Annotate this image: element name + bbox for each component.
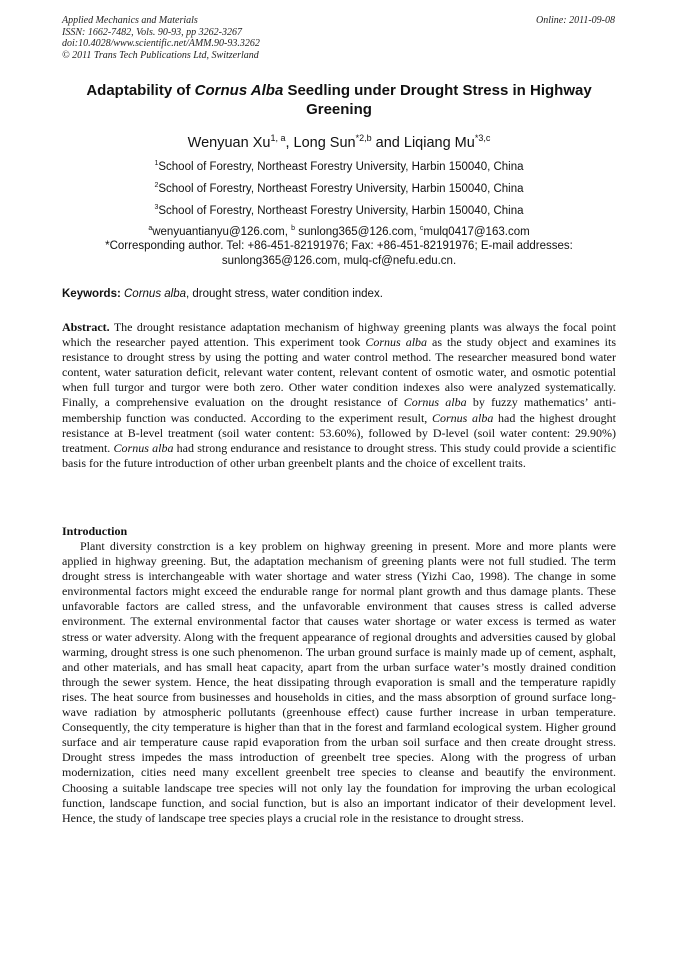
journal-doi[interactable]: doi:10.4028/www.scientific.net/AMM.90-93.3262 [62, 38, 260, 49]
abstract [62, 320, 616, 471]
author-list [62, 129, 616, 152]
affiliation-number: 2 [154, 182, 159, 189]
abstract-text: as the study object and examines its resistance to drought stress by using the potting and water control method. The researcher measured bond water content, water saturation deficit, relevant water content, relevant content of osmotic water, and osmotic potential when full turgor and turgor were both zero. Other water condition indexes also were analyzed systematically. Finally, a comprehensive evaluation on the drought resistance of [62, 335, 616, 410]
affiliation [62, 179, 616, 196]
email-line [62, 222, 616, 239]
author-superscript: *3,c [474, 133, 491, 143]
journal-issn: ISSN: 1662-7482, Vols. 90-93, pp 3262-3267 [62, 26, 242, 38]
abstract-text: The drought resistance adaptation mechanism of highway greening plants was always the focal point which the researcher payed attention. This experiment took [62, 320, 616, 350]
keywords-rest: , drought stress, water condition index. [186, 288, 383, 300]
affiliation-number: 1 [154, 160, 159, 167]
abstract-species: Cornus alba [365, 335, 428, 350]
affiliation-number: 3 [154, 204, 159, 211]
corresponding-author: *Corresponding author. Tel: +86-451-82191976; Fax: +86-451-82191976; E-mail addresses: sunlong365@126.com, mulq-cf@nefu.edu.cn. [105, 240, 573, 267]
author-superscript: 1, a [270, 133, 286, 143]
author-superscript: *2,b [355, 133, 372, 143]
author-separator: , [285, 134, 294, 151]
journal-name: Applied Mechanics and Materials [62, 15, 198, 26]
keywords [62, 287, 616, 301]
journal-meta [62, 15, 260, 61]
affiliation [62, 157, 616, 174]
author-name: Liqiang Mu [403, 134, 475, 151]
email-link[interactable]: mulq0417@163.com [423, 225, 530, 238]
online-date: Online: 2011-09-08 [536, 15, 615, 26]
abstract-text: by fuzzy mathematics’ anti-membership function was conducted. According to the experiment result, [62, 395, 617, 425]
abstract-label: Abstract. [62, 320, 110, 334]
affiliation-text: School of Forestry, Northeast Forestry University, Harbin 150040, China [158, 160, 524, 173]
email-link[interactable]: wenyuantianyu@126.com, [152, 225, 292, 238]
abstract-text: had strong endurance and resistance to drought stress. This study could provide a scientific basis for the future introduction of other urban greenbelt plants and the choice of excellent traits. [62, 440, 616, 470]
section-heading-introduction: Introduction [62, 524, 128, 538]
title-part2: Seedling under Drought Stress in Highway Greening [283, 82, 592, 118]
contact-info [62, 222, 616, 268]
abstract-species: Cornus alba [113, 440, 174, 455]
affiliation [62, 201, 616, 218]
keyword-species: Cornus alba [124, 288, 187, 300]
paper-title [62, 81, 616, 119]
author-name: Long Sun [293, 134, 356, 151]
abstract-species: Cornus alba [403, 395, 467, 410]
abstract-species: Cornus alba [431, 410, 494, 425]
email-superscript: c [419, 225, 424, 232]
introduction-body: Plant diversity constrction is a key problem on highway greening in present. More and more plants were applied in highway greening. But, the adaptation mechanism of greening plants were not full studied. The term drought stress is interchangeable with water shortage and water stress (Yizhi Cao, 1998). The change in some environmental factors might exceed the endurable range for normal plant growth and thus damage plants. These unfavorable factors are called stress, and the unfavorable environment that causes stress is called adverse environment. The external environmental factor that causes water shortage or water excess is termed as water stress or water adversity. Along with the frequent appearance of regional droughts and adversities caused by global warming, drought stress is one such phenomenon. The urban ground surface is mainly made up of cement, asphalt, and other materials, and has small heat capacity, apart from the urban surface water’s mostly drained condition through the sewer system. Hence, the heat dissipating through evaporation is small and the temperature rapidly rises. The heat source from businesses and households in cities, and the mass absorption of ground surface long-wave radiation by atmospheric pollutants (greenhouse effect) cause further increase in urban temperature. Consequently, the city temperature is higher than that in the forest and farmland ecological system. Higher ground surface and air temperature cause rapid evaporation from the urban soil surface and then create drought stress. Drought stress impedes the mass introduction of greenbelt tree species. Along with the progress of urban modernization, cities need many excellent greenbelt tree species to cleanse and beautify the environment. Choosing a suitable landscape tree species will not only lay the foundation for improving the urban ecological function, landscape function, and social function, but is also an important indicator of their development level. Hence, the study of landscape tree species plays a crucial role in the resistance to drought stress. [62, 539, 616, 825]
email-superscript: a [148, 225, 153, 232]
journal-copyright: © 2011 Trans Tech Publications Ltd, Switzerland [62, 49, 259, 61]
title-species: Cornus Alba [194, 82, 284, 99]
affiliation-text: School of Forestry, Northeast Forestry University, Harbin 150040, China [158, 204, 524, 217]
title-part1: Adaptability of [86, 82, 195, 99]
keywords-label: Keywords: [62, 288, 121, 300]
author-name: Wenyuan Xu [187, 134, 271, 151]
affiliation-text: School of Forestry, Northeast Forestry University, Harbin 150040, China [158, 182, 524, 195]
author-separator: and [371, 134, 404, 151]
email-link[interactable]: sunlong365@126.com, [295, 225, 420, 238]
email-superscript: b [291, 225, 296, 232]
abstract-text: had the highest drought resistance at B-level treatment (soil water content: 53.60%), followed by D-level (soil water content: 29.90%) treatment. [62, 410, 617, 455]
